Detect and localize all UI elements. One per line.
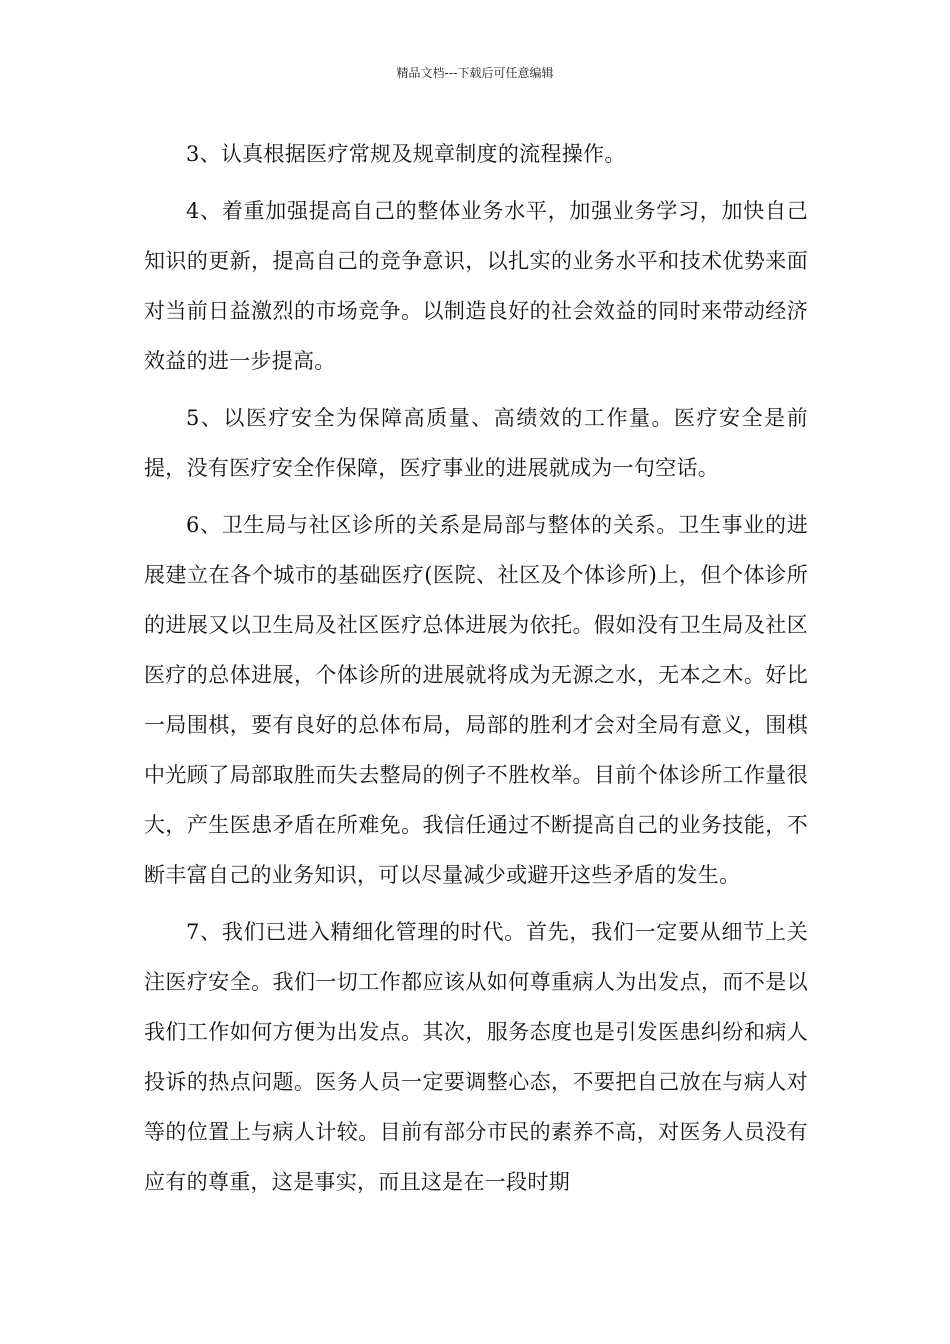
paragraph-6: 6、卫生局与社区诊所的关系是局部与整体的关系。卫生事业的进展建立在各个城市的基础医疗(医院、社区及个体诊所)上，但个体诊所的进展又以卫生局及社区医疗总体进展为依托。假如没有卫生局及社区医疗的总体进展，个体诊所的进展就将成为无源之水，无本之木。好比一局围棋，要有良好的总体布局，局部的胜利才会对全局有意义，围棋中光顾了局部取胜而失去整局的例子不胜枚举。目前个体诊所工作量很大，产生医患矛盾在所难免。我信任通过不断提高自己的业务技能，不断丰富自己的业务知识，可以尽量减少或避开这些矛盾的发生。 (144, 513, 808, 887)
paragraph-7: 7、我们已进入精细化管理的时代。首先，我们一定要从细节上关注医疗安全。我们一切工作都应该从如何尊重病人为出发点，而不是以我们工作如何方便为出发点。其次，服务态度也是引发医患纠纷和病人投诉的热点问题。医务人员一定要调整心态，不要把自己放在与病人对等的位置上与病人计较。目前有部分市民的素养不高，对医务人员没有应有的尊重，这是事实，而且这是在一段时期 (144, 920, 808, 1194)
page-header: 精品文档---下载后可任意编辑 (396, 66, 554, 80)
paragraph-5: 5、以医疗安全为保障高质量、高绩效的工作量。医疗安全是前提，没有医疗安全作保障，医疗事业的进展就成为一句空话。 (144, 406, 808, 480)
paragraph-4: 4、着重加强提高自己的整体业务水平，加强业务学习，加快自己知识的更新，提高自己的竞争意识，以扎实的业务水平和技术优势来面对当前日益激烈的市场竞争。以制造良好的社会效益的同时来带动经济效益的进一步提高。 (144, 199, 808, 373)
document-body (144, 129, 808, 1214)
paragraph-3: 3、认真根据医疗常规及规章制度的流程操作。 (186, 142, 626, 166)
